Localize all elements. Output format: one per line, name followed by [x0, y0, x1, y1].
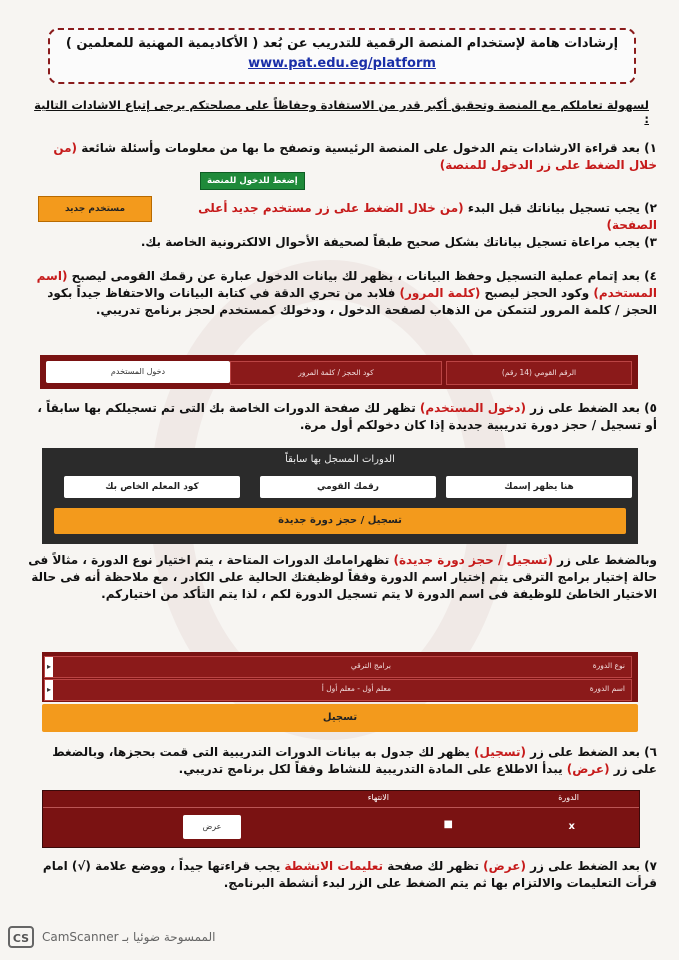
- new-user-button[interactable]: مستخدم جديد: [38, 196, 152, 222]
- register-button[interactable]: تسجيل: [42, 704, 638, 732]
- table-cell-course: x: [568, 821, 575, 832]
- courses-instructions-text-2: تظهرامامك الدورات المتاحة ، يتم اختيار نوع الدورة ، مثالاً فى حالة إختيار برامج الترقى يتم إختيار اسم الدورة وفقاً لوظيفتك الحالية على الكادر ، مع ملاحظة أنه فى حالة الاختيار الخاطئ للوظيفة فى اسم الدورة لا يتم تسجيل الدورة لكم ، لذا يتم التأكد من اختياركم.: [28, 553, 657, 601]
- courses-instructions: [25, 552, 657, 603]
- camscanner-watermark-text: الممسوحة ضوئيا بـ CamScanner: [42, 930, 216, 944]
- national-id-button[interactable]: رقمك القومي: [260, 476, 436, 498]
- header-title: إرشادات هامة لإستخدام المنصة الرقمية للتدريب عن بُعد ( الأكاديمية المهنية للمعلمين ): [65, 36, 619, 51]
- step-6-highlight-register: (تسجيل): [474, 745, 526, 759]
- step-2-text: ٢) يجب تسجيل بياناتك قبل البدء: [467, 201, 657, 215]
- teacher-code-button[interactable]: كود المعلم الخاص بك: [64, 476, 240, 498]
- table-header-end: الانتهاء: [367, 793, 389, 802]
- step-2: [167, 200, 657, 234]
- step-6-highlight-view: (عرض): [566, 762, 610, 776]
- courses-panel-title: الدورات المسجل بها سابقاً: [285, 454, 395, 465]
- step-4-text-2: وكود الحجز ليصبح: [484, 286, 590, 300]
- register-new-course-button[interactable]: تسجيل / حجز دورة جديدة: [54, 508, 626, 534]
- course-type-select[interactable]: [44, 656, 632, 678]
- courses-table: [42, 790, 640, 848]
- header-box: [48, 28, 636, 84]
- enter-platform-button[interactable]: إضغط للدخول للمنصة: [200, 172, 305, 190]
- course-type-label: نوع الدورة: [592, 661, 625, 670]
- courses-instructions-highlight: (تسجيل / حجز دورة جديدة): [393, 553, 553, 567]
- step-4-text-1: ٤) بعد إتمام عملية التسجيل وحفظ البيانات ، يظهر لك بيانات الدخول عبارة عن رقمك القومى ليصبح: [71, 269, 657, 283]
- step-7-highlight-instructions: تعليمات الانشطة: [284, 859, 384, 873]
- step-4-highlight-password: (كلمة المرور): [399, 286, 481, 300]
- step-6-text-2: يظهر لك جدول به بيانات الدورات التدريبية التى قمت بحجزها، وبالضغط على زر: [52, 745, 657, 776]
- national-id-field[interactable]: الرقم القومي (14 رقم): [446, 361, 632, 385]
- course-name-select[interactable]: [44, 679, 632, 701]
- platform-url-link[interactable]: www.pat.edu.eg/platform: [248, 56, 436, 71]
- courses-panel: [42, 448, 638, 544]
- step-2-highlight: (من خلال الضغط على زر مستخدم جديد أعلى الصفحة): [198, 201, 657, 232]
- name-button[interactable]: هنا يظهر إسمك: [446, 476, 632, 498]
- intro-text: لسهولة تعاملكم مع المنصة وتحقيق أكبر قدر من الاستفادة وحفاظاً على مصلحتكم يرجى إتباع الاشادات التالية :: [34, 98, 649, 126]
- step-4: [25, 268, 657, 319]
- step-4-text-3: فلابد من تحري الدقة في كتابة البيانات والاحتفاظ جيداً بكود الحجز / كلمة المرور لتتمكن من الذهاب لصفحة الدخول ، ودخولك كمستخدم لحجز برنامج تدريبي.: [47, 286, 657, 317]
- step-1: [25, 140, 657, 174]
- step-5: [25, 400, 657, 434]
- table-header-row: [43, 791, 639, 808]
- step-7-text-2: تظهر لك صفحة: [387, 859, 479, 873]
- course-name-value: معلم أول - معلم أول أ: [321, 684, 391, 693]
- course-type-dropdown-icon[interactable]: ▸: [45, 657, 53, 677]
- step-1-highlight: (من خلال الضغط على زر الدخول للمنصة): [53, 141, 657, 172]
- view-button[interactable]: عرض: [183, 815, 241, 839]
- step-3: ٣) يجب مراعاة تسجيل بياناتك بشكل صحيح طبقاً لصحيفة الأحوال الالكترونية الخاصة بك.: [140, 235, 657, 249]
- footer: [8, 926, 670, 954]
- course-select-form: [42, 652, 638, 702]
- course-name-dropdown-icon[interactable]: ▸: [45, 680, 53, 700]
- table-header-course: الدورة: [558, 793, 579, 802]
- courses-instructions-text-1: وبالضغط على زر: [557, 553, 657, 567]
- step-5-highlight: (دخول المستخدم): [419, 401, 526, 415]
- step-1-text: ١) بعد قراءة الارشادات يتم الدخول على المنصة الرئيسية وتصفح ما بها من معلومات وأسئلة شائعة: [81, 141, 657, 155]
- table-cell-end: ■: [443, 819, 453, 830]
- step-7-text-3: يجب قراءتها جيداً ، ووضع علامة (√) امام قرأت التعليمات والالتزام بها ثم يتم الضغط على الزر لبدء أنشطة البرنامج.: [42, 859, 657, 890]
- password-field[interactable]: كود الحجز / كلمة المرور: [230, 361, 442, 385]
- step-6-text-1: ٦) بعد الضغط على زر: [530, 745, 657, 759]
- step-4-highlight-username: (اسم المستخدم): [36, 269, 657, 300]
- table-row: [43, 809, 639, 845]
- login-form: [40, 355, 638, 389]
- step-5-text-2: تظهر لك صفحة الدورات الخاصة بك التى تم تسجيلكم بها سابقاً ، أو تسجيل / حجز دورة تدريبية جديدة إذا كان دخولكم أول مرة.: [37, 401, 657, 432]
- step-5-text-1: ٥) بعد الضغط على زر: [530, 401, 657, 415]
- login-button[interactable]: دخول المستخدم: [46, 361, 230, 383]
- course-name-label: اسم الدورة: [589, 684, 625, 693]
- step-7-text-1: ٧) بعد الضغط على زر: [530, 859, 657, 873]
- step-6: [25, 744, 657, 778]
- step-7-highlight-view: (عرض): [483, 859, 526, 873]
- course-type-value: برامج الترقي: [350, 661, 391, 670]
- step-7: [25, 858, 657, 892]
- camscanner-logo-icon: CS: [8, 926, 34, 948]
- step-6-text-3: يبدأ الاطلاع على المادة التدريبية للنشاط وفقاً لكل برنامج تدريبي.: [178, 762, 563, 776]
